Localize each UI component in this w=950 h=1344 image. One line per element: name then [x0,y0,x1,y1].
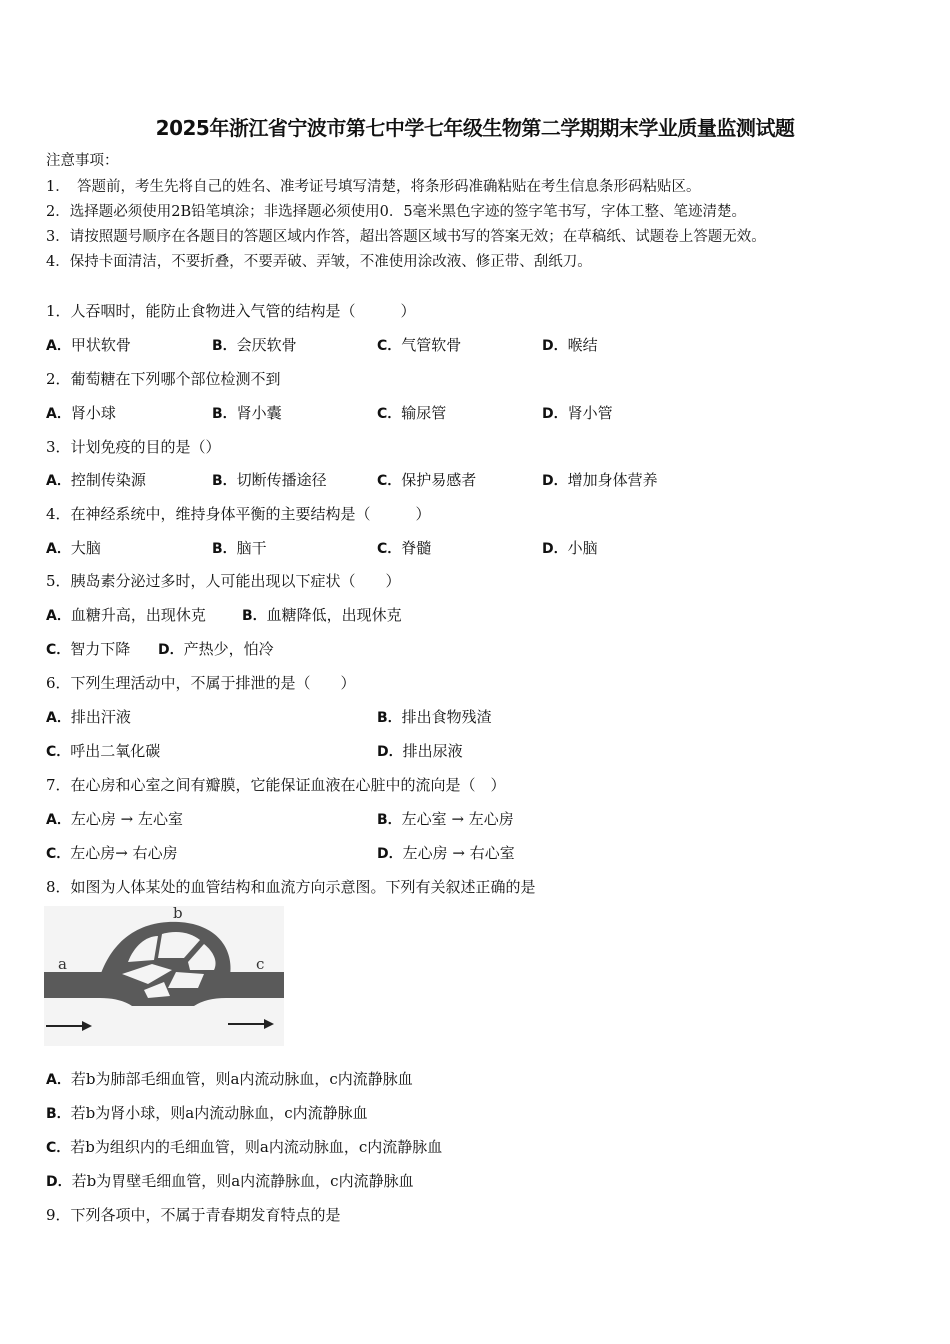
q2-option-c: C．输尿管 [377,404,447,422]
notice-item-2: 2．选择题必须使用2B铅笔填涂；非选择题必须使用0．5毫米黑色字迹的签字笔书写，字体工整、笔迹清楚。 [46,204,747,220]
q5-option-a: A．血糖升高，出现休克 [46,606,206,624]
question-4-stem: 4．在神经系统中，维持身体平衡的主要结构是（ ） [46,505,431,523]
notice-heading: 注意事项： [46,153,119,169]
q6-option-a: A．排出汗液 [46,708,131,726]
q8-option-c: C．若b为组织内的毛细血管，则a内流动脉血，c内流静脉血 [46,1138,443,1156]
q8-option-b: B．若b为肾小球，则a内流动脉血，c内流静脉血 [46,1104,368,1122]
q7-option-b: B．左心室 → 左心房 [377,810,514,828]
label-a: a [58,955,67,973]
q4-option-d: D．小脑 [542,539,598,557]
q2-option-a: A．肾小球 [46,404,116,422]
question-2-stem: 2．葡萄糖在下列哪个部位检测不到 [46,370,281,388]
q3-option-b: B．切断传播途径 [212,471,327,489]
q6-option-b: B．排出食物残渣 [377,708,492,726]
q1-option-c: C．气管软骨 [377,336,462,354]
label-c: c [256,955,265,973]
question-9-stem: 9．下列各项中，不属于青春期发育特点的是 [46,1206,341,1224]
q7-option-a: A．左心房 → 左心室 [46,810,183,828]
page-title: 2025年浙江省宁波市第七中学七年级生物第二学期期末学业质量监测试题 [155,116,795,140]
q1-option-d: D．喉结 [542,336,598,354]
notice-item-1: 1． 答题前，考生先将自己的姓名、准考证号填写清楚，将条形码准确粘贴在考生信息条形码粘贴区。 [46,179,701,195]
q5-option-d: D．产热少，怕冷 [158,640,274,658]
question-7-stem: 7．在心房和心室之间有瓣膜，它能保证血液在心脏中的流向是（ ） [46,776,506,794]
q2-option-d: D．肾小管 [542,404,613,422]
question-3-stem: 3．计划免疫的目的是（） [46,438,221,456]
q1-option-a: A．甲状软骨 [46,336,131,354]
question-5-stem: 5．胰岛素分泌过多时，人可能出现以下症状（ ） [46,572,401,590]
q4-option-c: C．脊髓 [377,539,432,557]
notice-item-4: 4．保持卡面清洁，不要折叠，不要弄破、弄皱，不准使用涂改液、修正带、刮纸刀。 [46,254,592,270]
q3-option-a: A．控制传染源 [46,471,146,489]
question-6-stem: 6．下列生理活动中，不属于排泄的是（ ） [46,674,356,692]
q7-option-d: D．左心房 → 右心室 [377,844,515,862]
question-8-stem: 8．如图为人体某处的血管结构和血流方向示意图。下列有关叙述正确的是 [46,878,536,896]
q5-option-b: B．血糖降低，出现休克 [242,606,402,624]
q7-option-c: C．左心房→ 右心房 [46,844,178,862]
q2-option-b: B．肾小囊 [212,404,282,422]
q6-option-d: D．排出尿液 [377,742,463,760]
q8-option-d: D．若b为胃壁毛细血管，则a内流静脉血，c内流静脉血 [46,1172,414,1190]
q3-option-c: C．保护易感者 [377,471,477,489]
q5-option-c: C．智力下降 [46,640,131,658]
label-b: b [173,906,183,922]
q3-option-d: D．增加身体营养 [542,471,658,489]
q8-option-a: A．若b为肺部毛细血管，则a内流动脉血，c内流静脉血 [46,1070,413,1088]
notice-item-3: 3．请按照题号顺序在各题目的答题区域内作答，超出答题区域书写的答案无效；在草稿纸、试题卷上答题无效。 [46,229,766,245]
q4-option-a: A．大脑 [46,539,101,557]
question-1-stem: 1．人吞咽时，能防止食物进入气管的结构是（ ） [46,302,416,320]
q4-option-b: B．脑干 [212,539,267,557]
blood-vessel-diagram [44,906,284,1050]
q1-option-b: B．会厌软骨 [212,336,297,354]
q6-option-c: C．呼出二氧化碳 [46,742,161,760]
